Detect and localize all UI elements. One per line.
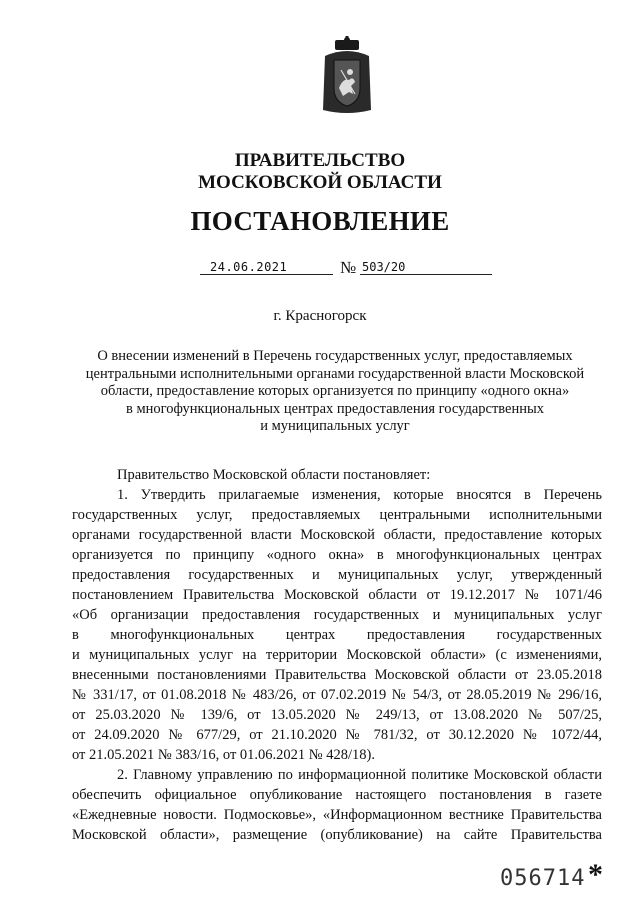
body-line: от 24.09.2020 № 677/29, от 21.10.2020 № 781/32, от 30.12.2020 № 1072/44, bbox=[72, 727, 602, 743]
document-body bbox=[72, 465, 602, 845]
body-line: государственных услуг, предоставляемых центральными исполнительными bbox=[72, 507, 602, 523]
serial-stamp-number: 056714 bbox=[500, 866, 586, 891]
body-line: «Ежедневные новости. Подмосковье», «Информационном вестнике Правительства bbox=[72, 807, 602, 823]
serial-stamp-mark: * bbox=[588, 858, 603, 891]
document-number: 503/20 bbox=[362, 260, 406, 274]
subject-line: О внесении изменений в Перечень государственных услуг, предоставляемых bbox=[97, 348, 573, 364]
body-line: Правительство Московской области постановляет: bbox=[117, 467, 431, 483]
body-line: организуется по принципу «одного окна» в многофункциональных центрах bbox=[72, 547, 602, 563]
number-sign: № bbox=[340, 258, 357, 277]
government-name-line1: ПРАВИТЕЛЬСТВО bbox=[234, 150, 406, 171]
subject-line: и муниципальных услуг bbox=[260, 418, 410, 434]
body-line: 2. Главному управлению по информационной политике Московской области bbox=[117, 767, 602, 783]
subject-line: центральными исполнительными органами государственной власти Московской bbox=[85, 365, 585, 382]
body-line: от 21.05.2021 № 383/16, от 01.06.2021 № 428/18). bbox=[72, 747, 375, 763]
body-line: в многофункциональных центрах предоставления государственных bbox=[72, 627, 602, 643]
body-line: «Об организации предоставления государственных и муниципальных услуг bbox=[72, 607, 602, 623]
body-line: и муниципальных услуг на территории Московской области» (с изменениями, bbox=[72, 647, 602, 663]
body-line: обеспечить официальное опубликование настоящего постановления в газете bbox=[72, 787, 602, 803]
coat-of-arms-icon bbox=[321, 36, 373, 118]
body-line: органами государственной власти Московской области, предоставление которых bbox=[72, 527, 602, 543]
registration-line bbox=[200, 258, 500, 280]
body-line: внесенными постановлениями Правительства Московской области от 23.05.2018 bbox=[72, 667, 602, 683]
subject-line: области, предоставление которых организуется по принципу «одного окна» bbox=[100, 383, 570, 399]
document-type-title: ПОСТАНОВЛЕНИЕ bbox=[190, 206, 450, 236]
document-date: 24.06.2021 bbox=[210, 260, 288, 274]
body-line: предоставления государственных и муниципальных услуг, утвержденный bbox=[72, 567, 602, 583]
body-line: от 25.03.2020 № 139/6, от 13.05.2020 № 249/13, от 13.08.2020 № 507/25, bbox=[72, 707, 602, 723]
body-line: № 331/17, от 01.08.2018 № 483/26, от 07.02.2019 № 54/3, от 28.05.2019 № 296/16, bbox=[72, 687, 602, 703]
government-name-line2: МОСКОВСКОЙ ОБЛАСТИ bbox=[198, 172, 442, 193]
body-line: постановлением Правительства Московской области от 19.12.2017 № 1071/46 bbox=[72, 587, 602, 603]
subject-line: в многофункциональных центрах предоставления государственных bbox=[125, 400, 545, 417]
number-underline bbox=[360, 274, 492, 275]
city-name: г. Красногорск bbox=[273, 308, 367, 324]
document-subject bbox=[70, 348, 600, 436]
body-line: Московской области», размещение (опубликование) на сайте Правительства bbox=[72, 827, 602, 843]
date-underline bbox=[200, 274, 333, 275]
body-line: 1. Утвердить прилагаемые изменения, которые вносятся в Перечень bbox=[117, 487, 602, 503]
